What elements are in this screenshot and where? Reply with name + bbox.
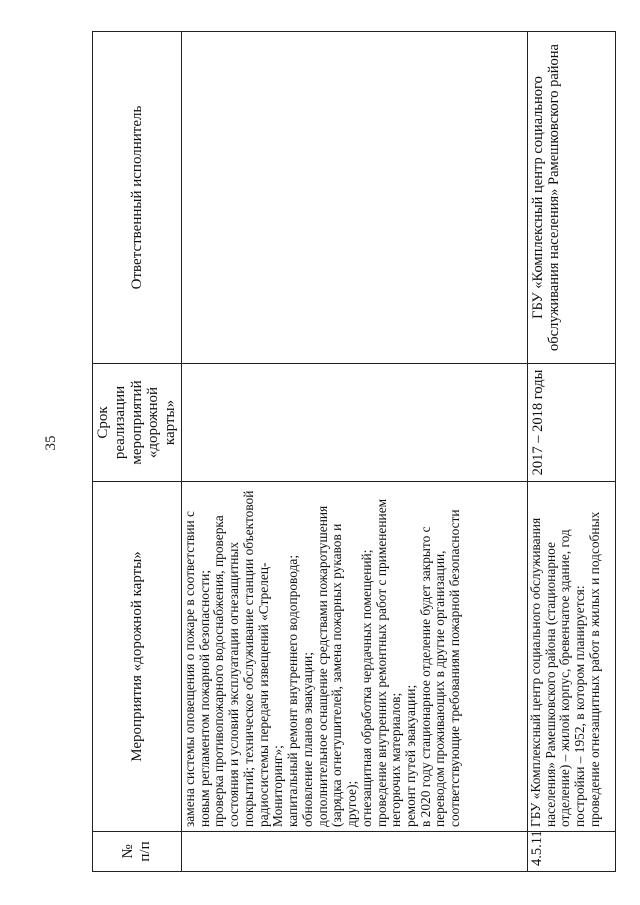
row1-term: [181, 364, 527, 482]
rotated-table-container: [92, 32, 602, 872]
measure-line: в 2020 году стационарное отделение будет закрыто с: [417, 526, 433, 827]
measure-line: капитальный ремонт внутреннего водопровода;: [285, 554, 301, 827]
table-row: [527, 32, 615, 872]
measure-line: переводом проживающих в другие организации,: [432, 550, 448, 827]
measure-line: замена системы оповещения о пожаре в соответствии с: [181, 511, 197, 827]
header-num: № п/п: [93, 832, 182, 872]
measure-line: проверка противопожарного водоснабжения, проверка: [211, 515, 227, 827]
measure-line: покрытий; техническое обслуживание станции объектовой: [240, 490, 256, 827]
measure-line: огнезащитная обработка чердачных помещений;: [358, 549, 374, 827]
measure-line: отделение) – жилой корпус, бревенчатое здание, год: [557, 529, 573, 827]
row2-num: 4.5.11: [527, 832, 615, 872]
page-number: 35: [43, 435, 59, 451]
row1-num: [181, 832, 527, 872]
measure-line: ремонт путей эвакуации;: [403, 684, 418, 827]
table-row: [181, 32, 527, 872]
road-map-table: [92, 31, 616, 872]
measure-line: радиосистемы передачи извещений «Стрелец-: [255, 562, 271, 827]
measure-line: проведение внутренних ремонтных работ с применением: [373, 498, 389, 827]
measure-line: (зарядка огнетушителей, замена пожарных рукавов и: [329, 523, 345, 827]
header-term: Срок реализации мероприятий «дорожной карты»: [93, 364, 182, 482]
measure-line: обновление планов эвакуации;: [299, 652, 315, 827]
row1-measures: [181, 482, 527, 832]
measure-line: населения» Рамешковского района (стационарное: [542, 542, 558, 827]
row2-measures: [527, 482, 615, 832]
measure-line: негорючих материалов;: [388, 692, 404, 827]
header-responsible: Ответственный исполнитель: [93, 32, 182, 364]
measure-line: соответствующие требованиям пожарной безопасности: [447, 509, 463, 827]
measure-line: проведение огнезащитных работ в жилых и подсобных: [586, 511, 602, 827]
measure-line: ГБУ «Комплексный центр социального обслуживания: [527, 517, 543, 827]
measure-line: состояния и условий эксплуатации огнезащитных: [226, 541, 242, 827]
header-measures: Мероприятия «дорожной карты»: [93, 482, 182, 832]
measure-line: постройки – 1952, в котором планируется:: [572, 585, 588, 827]
row1-responsible: [181, 32, 527, 364]
measure-line: другое);: [344, 780, 360, 827]
measure-line: Мониторинг»;: [270, 745, 286, 827]
table-header-row: [93, 32, 182, 872]
row2-responsible: ГБУ «Комплексный центр социального обслуживания населения» Рамешковского района: [527, 32, 615, 364]
measure-line: новым регламентом пожарной безопасности;: [196, 570, 212, 827]
measure-line: дополнительное оснащение средствами пожаротушения: [314, 505, 330, 827]
row2-term: 2017 – 2018 годы: [527, 364, 615, 482]
